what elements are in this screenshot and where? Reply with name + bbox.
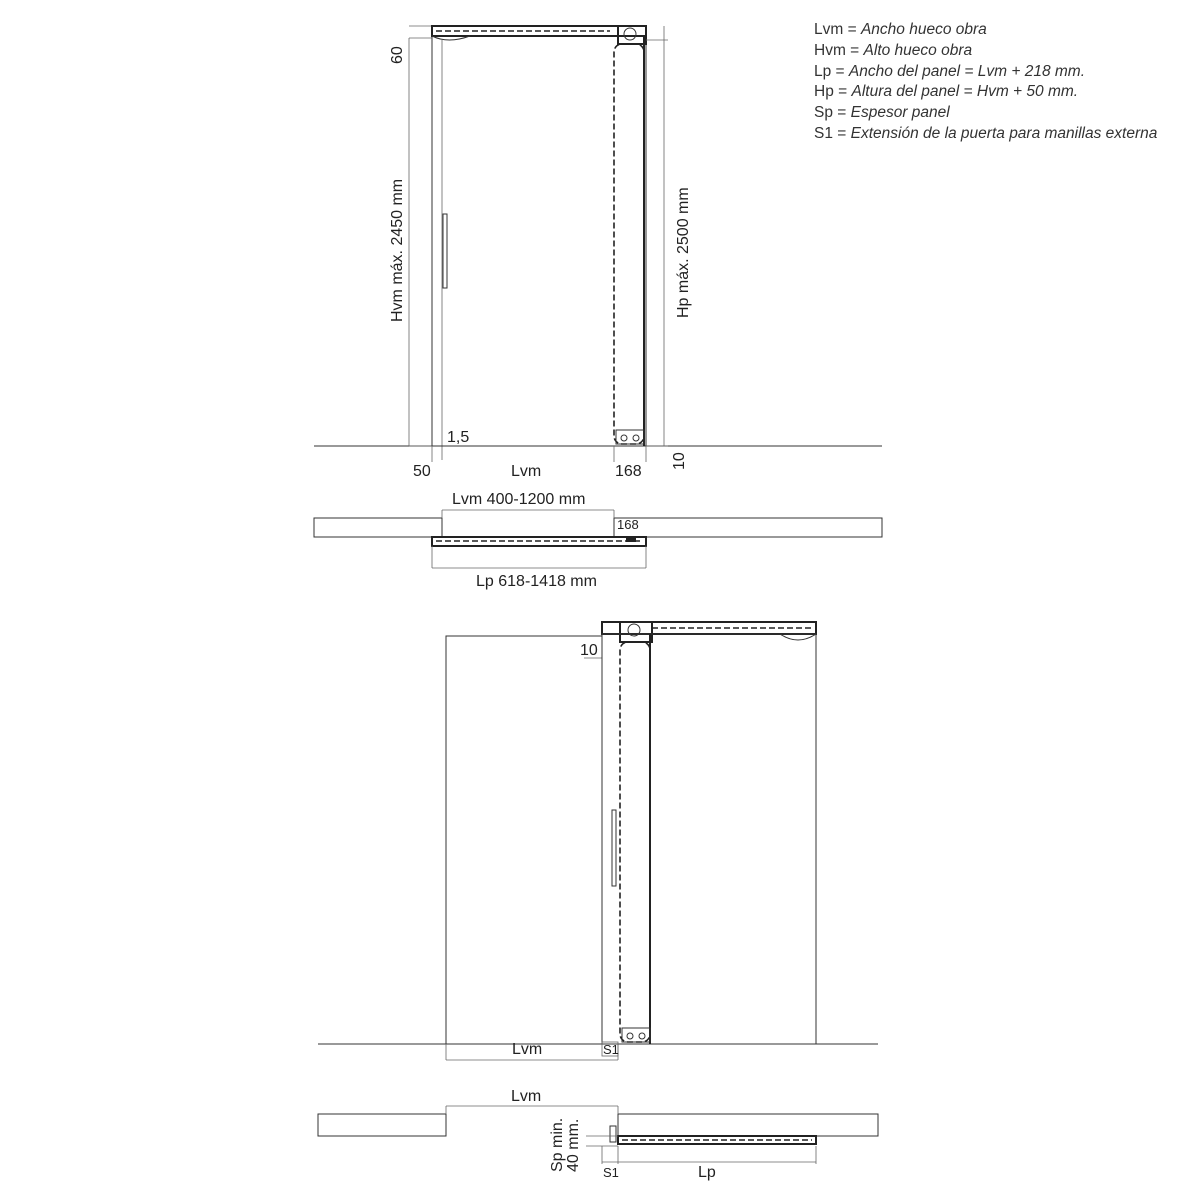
legend-symbol: Hvm (814, 41, 846, 59)
legend-description: Ancho del panel = Lvm + 218 mm. (848, 62, 1086, 80)
legend-description: Ancho hueco obra (860, 21, 987, 38)
lvm-range-label: Lvm 400-1200 mm (452, 491, 586, 508)
handle-section (610, 1126, 616, 1142)
legend-row-hvm: Hvm = Alto hueco obra (814, 41, 973, 59)
wall-right-section (618, 1114, 878, 1136)
guide-wheel-icon (621, 435, 627, 441)
door-handle (443, 214, 447, 288)
legend-description: Altura del panel = Hvm + 50 mm. (851, 83, 1079, 101)
mechanism-column (620, 642, 650, 1042)
hvm-max-label: Hvm máx. 2450 mm (389, 178, 406, 322)
dim-50-label: 50 (413, 463, 431, 480)
guide-wheel-icon (627, 1033, 633, 1039)
mechanism-column (614, 44, 644, 444)
s1-label: S1 (603, 1165, 619, 1180)
roller-section (626, 537, 636, 542)
wall-opening (446, 636, 602, 1044)
dim-1-5-label: 1,5 (447, 429, 470, 446)
bottom-plan (318, 1088, 878, 1181)
legend-symbol: Lvm (814, 21, 844, 38)
bottom-elevation (318, 622, 878, 1060)
roller-icon (624, 28, 636, 40)
top-plan (314, 491, 882, 590)
lp-range-label: Lp 618-1418 mm (476, 573, 597, 590)
legend-description: Alto hueco obra (863, 41, 973, 59)
legend-row-lvm: Lvm = Ancho hueco obra (814, 21, 987, 38)
hp-max-label: Hp máx. 2500 mm (675, 187, 692, 318)
guide-wheel-icon (639, 1033, 645, 1039)
legend-description: Espesor panel (850, 104, 950, 122)
legend-symbol: Lp (814, 62, 832, 80)
dim-10-label: 10 (580, 642, 598, 659)
door-panel (602, 634, 816, 1044)
legend-symbol: S1 (814, 124, 833, 142)
roller-block (620, 622, 652, 642)
floor-guide (616, 430, 644, 444)
lp-label: Lp (698, 1164, 716, 1181)
lvm-label: Lvm (511, 1088, 542, 1105)
legend-row-sp: Sp = Espesor panel (814, 104, 950, 122)
top-elevation (314, 26, 882, 480)
guide-wheel-icon (633, 435, 639, 441)
legend-symbol: Sp (814, 104, 833, 122)
legend-row-lp: Lp = Ancho del panel = Lvm + 218 mm. (814, 62, 1086, 80)
dim-168-plan-label: 168 (617, 517, 639, 532)
wall-left-section (318, 1114, 446, 1136)
s1-label: S1 (603, 1042, 619, 1057)
dim-60-label: 60 (389, 46, 406, 64)
sp-min-label-line1: Sp min. (549, 1117, 566, 1172)
lvm-label: Lvm (511, 463, 542, 480)
sp-min-label-line2: 40 mm. (565, 1118, 582, 1172)
legend-row-hp: Hp = Altura del panel = Hvm + 50 mm. (814, 83, 1079, 101)
dim-168-label: 168 (615, 463, 642, 480)
dim-10-label: 10 (671, 452, 688, 470)
lvm-label: Lvm (512, 1041, 543, 1058)
legend-row-s1: S1 = Extensión de la puerta para manillas externa (814, 124, 1158, 142)
legend-description: Extensión de la puerta para manillas externa (850, 124, 1158, 142)
floor-guide (622, 1028, 650, 1042)
legend-symbol: Hp (814, 83, 834, 101)
wall-left-section (314, 518, 442, 537)
wall-right-section (614, 518, 882, 537)
door-handle (612, 810, 616, 886)
